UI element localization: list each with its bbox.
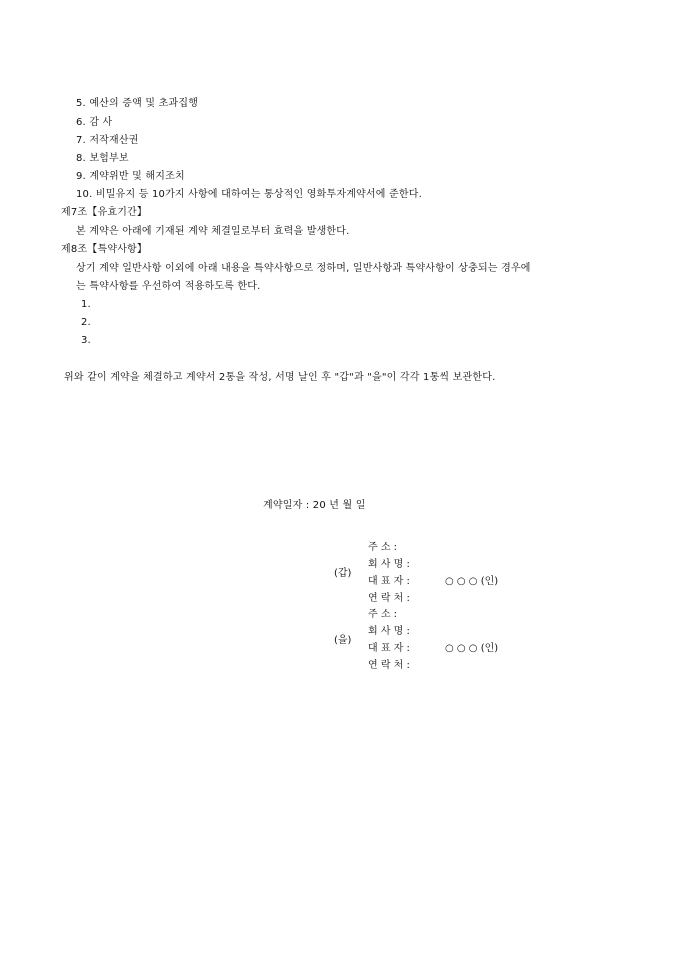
contract-date: 계약일자 : 20 년 월 일 bbox=[263, 500, 366, 511]
party-a-label: (갑) bbox=[334, 568, 352, 579]
party-b-address-label: 주 소 : bbox=[368, 609, 398, 620]
party-b-company-label: 회 사 명 : bbox=[368, 626, 410, 637]
party-a-contact-label: 연 락 처 : bbox=[368, 593, 410, 604]
item-9: 9. 계약위반 및 해지조치 bbox=[76, 171, 185, 182]
special-item-2: 2. bbox=[81, 317, 91, 328]
item-7: 7. 저작재산권 bbox=[76, 135, 139, 146]
item-8: 8. 보험부보 bbox=[76, 153, 129, 164]
party-b-seal: ○ ○ ○ (인) bbox=[445, 643, 499, 654]
special-item-3: 3. bbox=[81, 335, 91, 346]
article8-body-line1: 상기 계약 일반사항 이외에 아래 내용을 특약사항으로 정하며, 일반사항과 특약사항이 상충되는 경우에 bbox=[76, 263, 531, 274]
article8-heading: 제8조【특약사항】 bbox=[61, 244, 148, 255]
party-b-label: (을) bbox=[334, 635, 352, 646]
party-b-contact-label: 연 락 처 : bbox=[368, 660, 410, 671]
party-a-seal: ○ ○ ○ (인) bbox=[445, 576, 499, 587]
item-10: 10. 비밀유지 등 10가지 사항에 대하여는 통상적인 영화투자계약서에 준한다. bbox=[76, 189, 422, 200]
closing-statement: 위와 같이 계약을 체결하고 계약서 2통을 작성, 서명 날인 후 "갑"과 "을"이 각각 1통씩 보관한다. bbox=[64, 372, 496, 383]
article8-body-line2: 는 특약사항를 우선하여 적용하도록 한다. bbox=[76, 281, 261, 292]
party-a-company-label: 회 사 명 : bbox=[368, 559, 410, 570]
party-a-address-label: 주 소 : bbox=[368, 542, 398, 553]
item-6: 6. 감 사 bbox=[76, 117, 113, 128]
item-5: 5. 예산의 증액 및 초과집행 bbox=[76, 98, 199, 109]
special-item-1: 1. bbox=[81, 299, 91, 310]
article7-heading: 제7조【유효기간】 bbox=[61, 207, 148, 218]
article7-body: 본 계약은 아래에 기재된 계약 체결일로부터 효력을 발생한다. bbox=[76, 226, 350, 237]
party-a-representative-label: 대 표 자 : bbox=[368, 576, 410, 587]
party-b-representative-label: 대 표 자 : bbox=[368, 643, 410, 654]
